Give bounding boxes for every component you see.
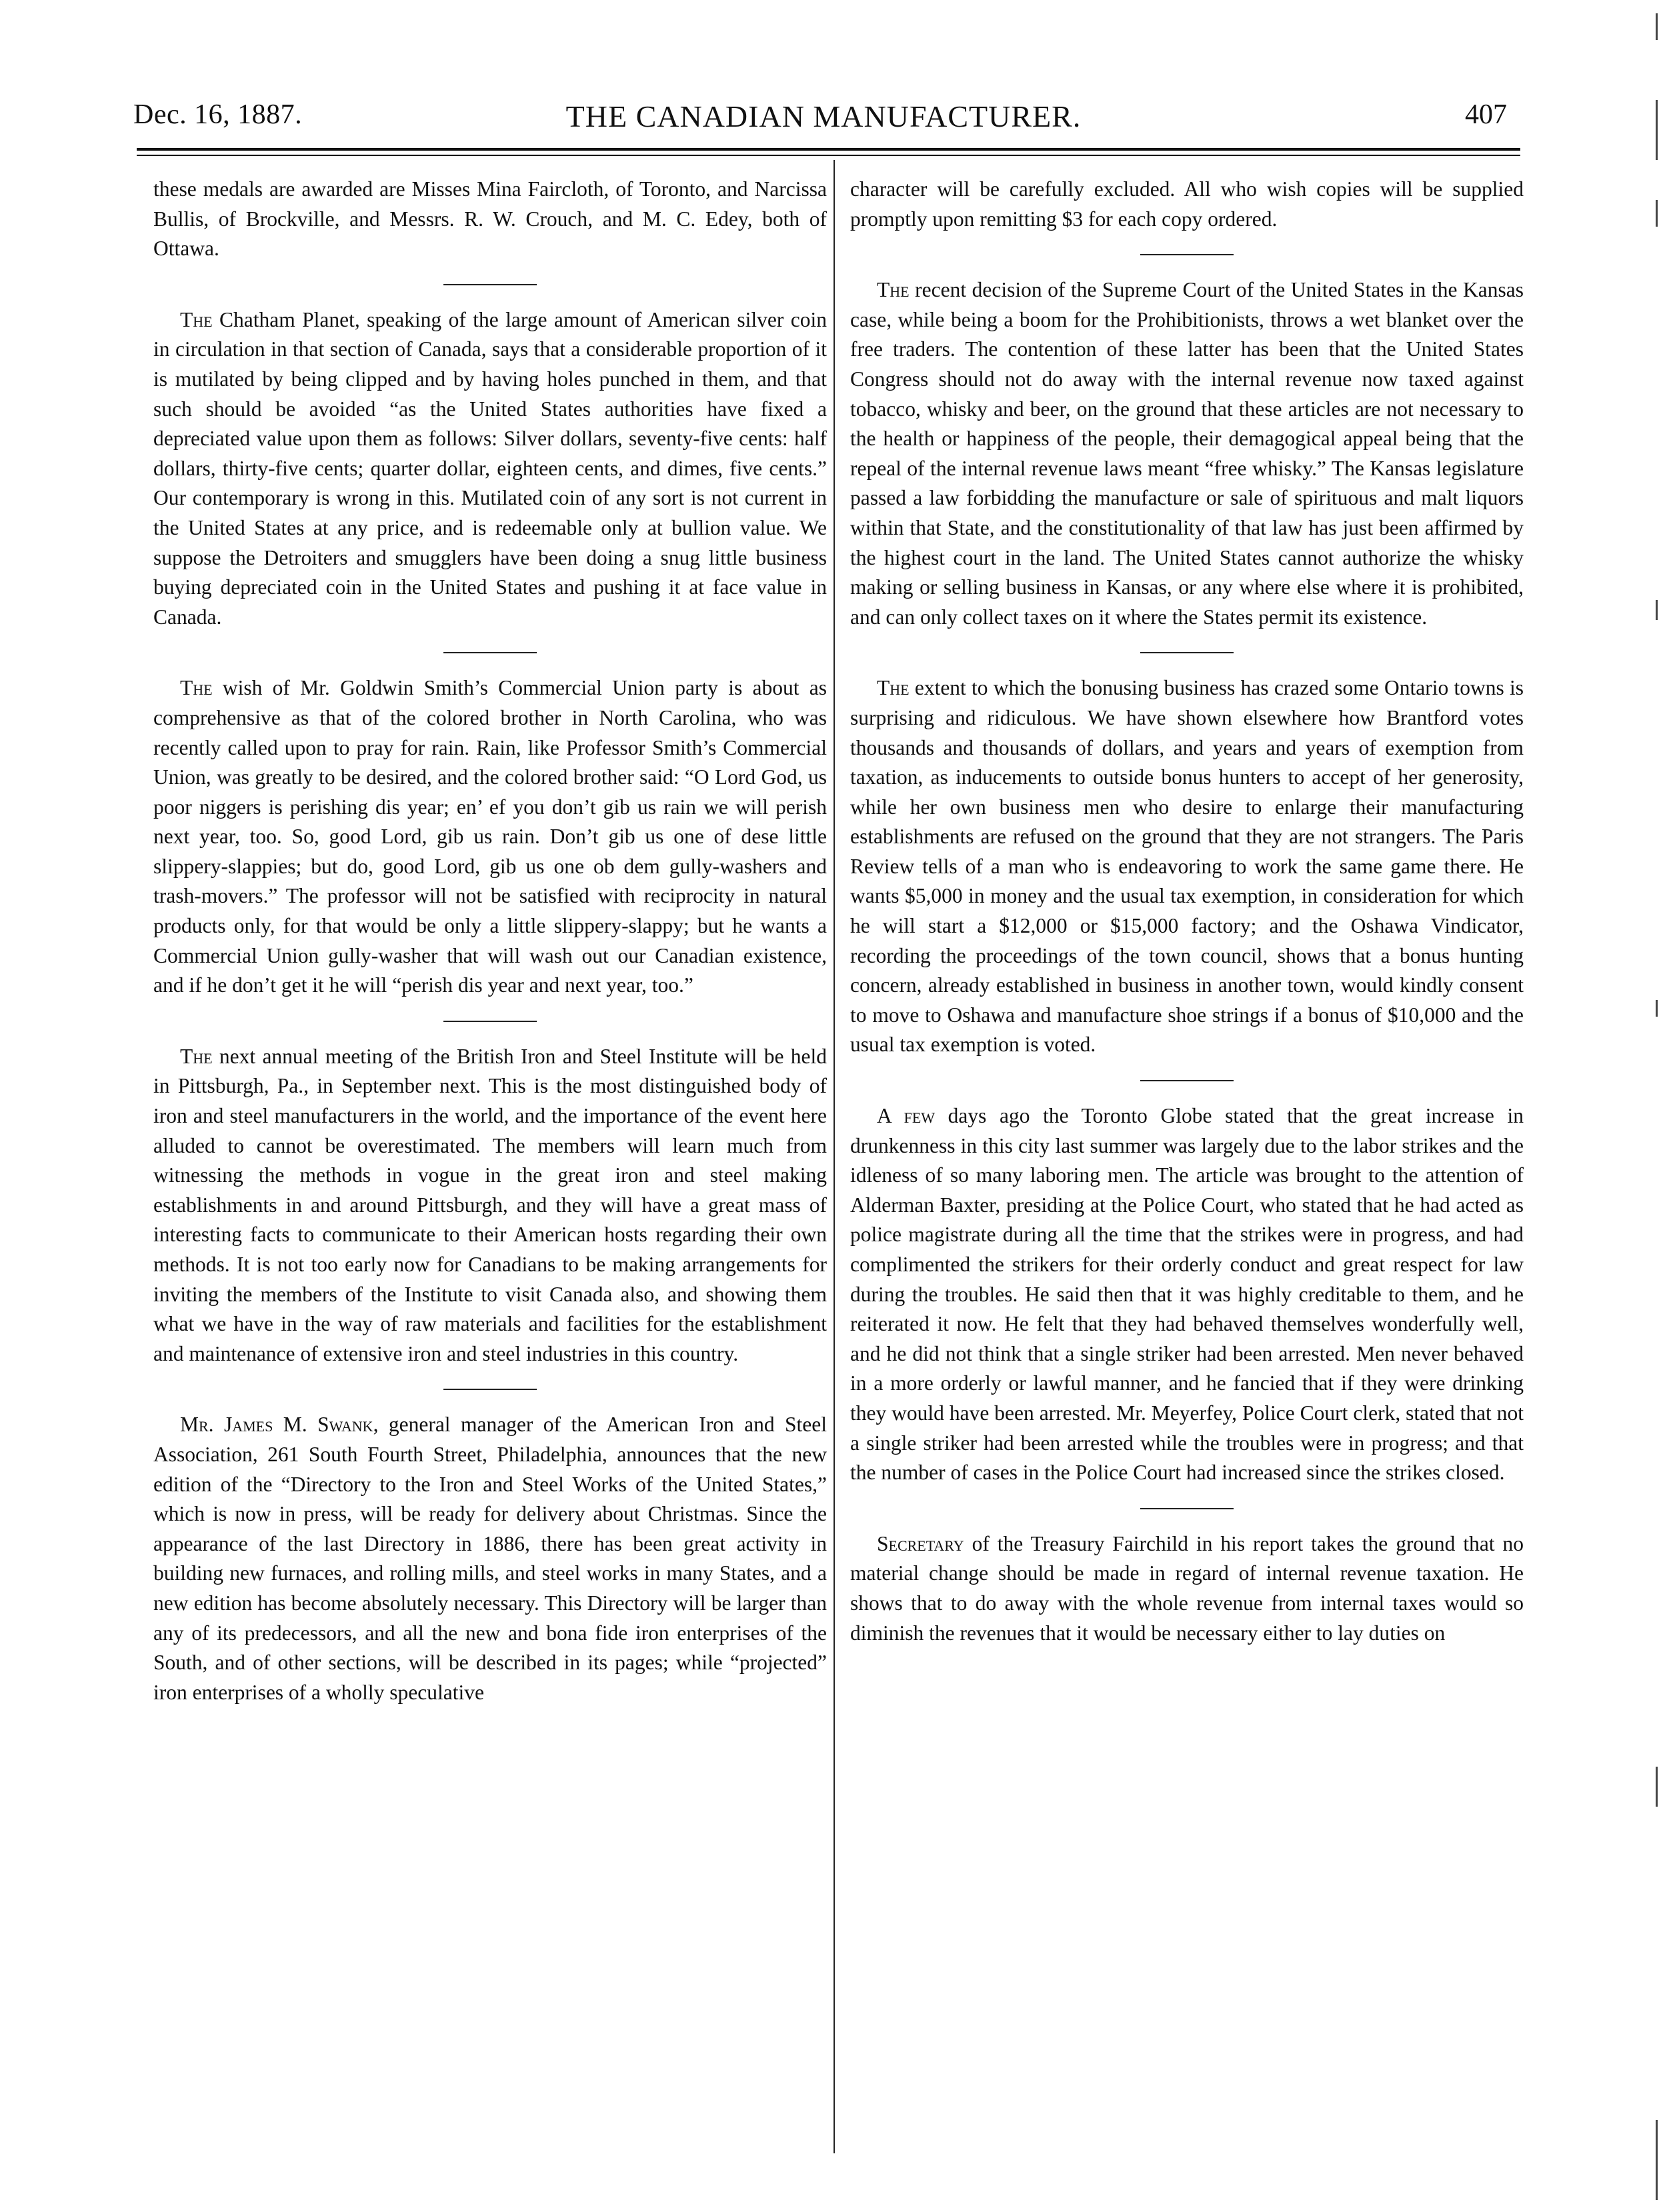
article-paragraph: Secretary of the Treasury Fairchild in his report takes the ground that no material change should be made in regard of internal revenue taxation. He shows that to do away with the whole revenue from internal taxes would so diminish the revenues that it would be necessary either to lay duties on <box>850 1531 1524 1645</box>
paragraph-lead: The <box>180 1044 213 1068</box>
paragraph-lead: Secretary <box>877 1531 964 1555</box>
right-column <box>850 175 1524 2148</box>
section-separator <box>1140 652 1234 653</box>
article-paragraph: The wish of Mr. Goldwin Smith’s Commercial Union party is about as comprehensive as that of the colored brother in North Carolina, who was recently called upon to pray for rain. Rain, like Professor Smith’s Commercial Union, was greatly to be desired, and the colored brother said: “O Lord God, us poor niggers is perishing dis year; en’ ef you don’t gib us rain we will perish next year, too. So, good Lord, gib us rain. Don’t gib us one of dese little slippery-slappies; but do, good Lord, gib us one ob dem gully-washers and trash-movers.” The professor will not be satisfied with reciprocity in natural products only, for that would be only a little slippery-slappy; but he wants a Commercial Union gully-washer that will wash out our Canadian existence, and if he don’t get it he will “perish dis year and next year, too.” <box>153 676 827 997</box>
paragraph-lead: The <box>877 278 910 302</box>
paragraph-lead: The <box>180 676 213 700</box>
paragraph-lead: A few <box>877 1104 936 1128</box>
page-header <box>127 99 1520 145</box>
article-paragraph: The extent to which the bonusing business has crazed some Ontario towns is surprising and ridiculous. We have shown elsewhere how Brantford votes thousands and thousands of dollars, and years and years of exemption from taxation, as inducements to outside bonus hunters to accept of her generosity, while her own business men who desire to enlarge their manufacturing establishments are refused on the ground that they are not strangers. The Paris Review tells of a man who is endeavoring to work the same game there. He wants $5,000 in money and the usual tax exemption, in consideration for which he will start a $12,000 or $15,000 factory; and the Oshawa Vindicator, recording the proceedings of the town council, shows that a bonus hunting concern, already established in business in another town, would kindly consent to move to Oshawa and manufacture shoe strings if a bonus of $10,000 and the usual tax exemption is voted. <box>850 676 1524 1057</box>
article-paragraph: Mr. James M. Swank, general manager of the American Iron and Steel Association, 261 South Fourth Street, Philadelphia, announces that the new edition of the “Directory to the Iron and Steel Works of the United States,” which is now in press, will be ready for delivery about Christmas. Since the appearance of the last Directory in 1886, there has been great activity in building new furnaces, and rolling mills, and steel works in many States, and a new edition has become absolutely necessary. This Directory will be larger than any of its predecessors, and all the new and bona fide iron enterprises of the South, and of other sections, will be described in its pages; while “projected” iron enterprises of a wholly speculative <box>153 1413 827 1704</box>
scan-edge-marks <box>1643 0 1663 2212</box>
section-separator <box>443 284 537 285</box>
column-divider <box>833 160 835 2153</box>
header-rule-thin <box>137 155 1520 156</box>
paragraph-lead: Mr. James M. Swank, <box>180 1413 379 1437</box>
article-paragraph: these medals are awarded are Misses Mina Faircloth, of Toronto, and Narcissa Bullis, of Brockville, and Messrs. R. W. Crouch, and M. C. Edey, both of Ottawa. <box>153 177 827 261</box>
section-separator <box>443 1389 537 1390</box>
section-separator <box>443 652 537 653</box>
section-separator <box>1140 254 1234 255</box>
paragraph-lead: The <box>877 676 910 700</box>
section-separator <box>1140 1080 1234 1081</box>
article-paragraph: A few days ago the Toronto Globe stated that the great increase in drunkenness in this city last summer was largely due to the labor strikes and the idleness of so many laboring men. The article was brought to the attention of Alderman Baxter, presiding at the Police Court, who stated that he had acted as police magistrate during all the time that the strikes were in progress, and had complimented the strikers for their orderly conduct and great respect for law during the troubles. He said then that it was highly creditable to them, and he reiterated it now. He felt that they had behaved themselves wonderfully well, and he did not think that a single striker had been arrested. Men never behaved in a more orderly or lawful manner, and he fancied that if they were drinking they would have been arrested. Mr. Meyerfey, Police Court clerk, stated that not a single striker had been arrested while the troubles were in progress; and that the number of cases in the Police Court had increased since the strikes closed. <box>850 1104 1524 1485</box>
header-rule-thick <box>137 148 1520 151</box>
article-paragraph: The recent decision of the Supreme Court of the United States in the Kansas case, while being a boom for the Prohibitionists, throws a wet blanket over the free traders. The contention of these latter has been that the United States Congress should not do away with the internal revenue now taxed against tobacco, whisky and beer, on the ground that these articles are not necessary to the health or happiness of the people, their demagogical appeal being that the repeal of the internal revenue laws meant “free whisky.” The Kansas legislature passed a law forbidding the manufacture or sale of spirituous and malt liquors within that State, and the constitutionality of that law has just been affirmed by the highest court in the land. The United States cannot authorize the whisky making or selling business in Kansas, or any where else where it is prohibited, and can only collect taxes on it where the States permit its existence. <box>850 278 1524 629</box>
publication-title: THE CANADIAN MANUFACTURER. <box>565 99 1082 133</box>
left-column <box>153 175 827 2148</box>
paragraph-lead: The <box>180 307 213 331</box>
article-paragraph: The next annual meeting of the British Iron and Steel Institute will be held in Pittsburgh, Pa., in September next. This is the most distinguished body of iron and steel manufacturers in the world, and the importance of the event here alluded to cannot be overestimated. The members will learn much from witnessing the methods in vogue in the great iron and steel making establishments in and around Pittsburgh, and they will have a great mass of interesting facts to communicate to their American hosts regarding their own methods. It is not too early now for Canadians to be making arrangements for inviting the members of the Institute to visit Canada also, and showing them what we have in the way of raw materials and facilities for the establishment and maintenance of extensive iron and steel industries in this country. <box>153 1044 827 1365</box>
article-paragraph: The Chatham Planet, speaking of the large amount of American silver coin in circulation in that section of Canada, says that a considerable proportion of it is mutilated by being clipped and by having holes punched in them, and that such should be avoided “as the United States authorities have fixed a depreciated value upon them as follows: Silver dollars, seventy-five cents: half dollars, thirty-five cents; quarter dollar, eighteen cents, and dimes, five cents.” Our contemporary is wrong in this. Mutilated coin of any sort is not current in the United States at any price, and is redeemable only at bullion value. We suppose the Detroiters and smugglers have been doing a snug little business buying depreciated coin in the United States and pushing it at face value in Canada. <box>153 307 827 629</box>
section-separator <box>443 1021 537 1022</box>
article-paragraph: character will be carefully excluded. All who wish copies will be supplied promptly upon remitting $3 for each copy ordered. <box>850 177 1524 231</box>
section-separator <box>1140 1508 1234 1509</box>
page-number: 407 <box>1465 99 1507 130</box>
issue-date: Dec. 16, 1887. <box>133 99 303 130</box>
